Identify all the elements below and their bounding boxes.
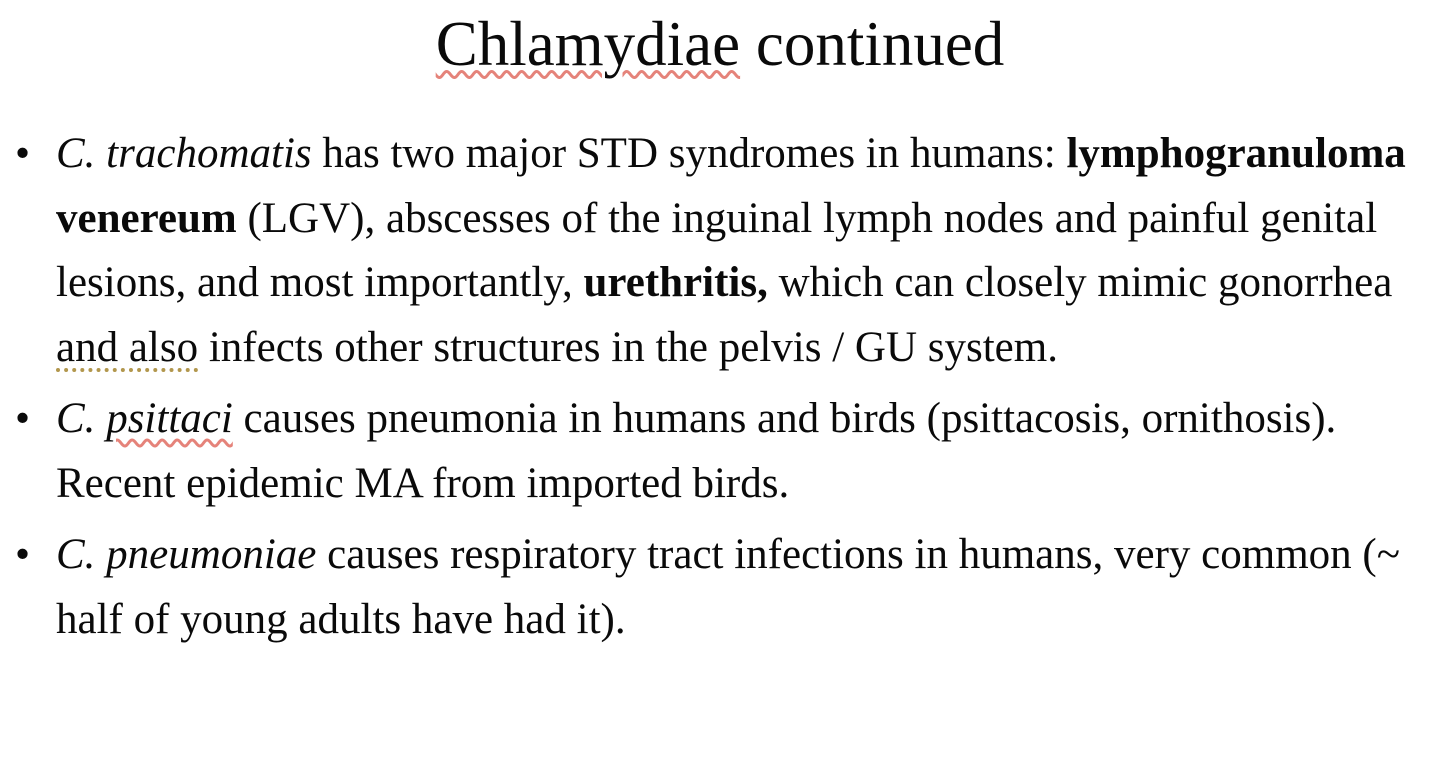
text-run-bold: lymphogranuloma venereum (56, 130, 1417, 242)
bullet-icon: • (15, 395, 31, 443)
bullet-icon: • (15, 531, 31, 579)
bullet-icon: • (15, 130, 31, 178)
bullet-list (0, 122, 1440, 652)
species-genus: C. (56, 395, 107, 443)
text-run: causes respiratory tract infections in humans, very common (~ half of young adults have had it). (56, 531, 1411, 643)
species-name: C. pneumoniae (56, 531, 317, 579)
text-run-bold: urethritis, (583, 259, 768, 307)
title-word-flagged: Chlamydiae (435, 9, 741, 79)
bullet-item-pneumoniae (0, 523, 1422, 652)
bullet-item-psittaci (0, 387, 1422, 516)
text-run: which can closely mimic gonorrhea (767, 259, 1404, 307)
text-run: causes pneumonia in humans and birds (psittacosis, ornithosis). Recent epidemic MA from imported birds. (56, 395, 1348, 507)
text-run: infects other structures in the pelvis / GU system. (198, 323, 1058, 371)
text-run: has two major STD syndromes in humans: (311, 130, 1067, 178)
species-name-flagged: psittaci (106, 395, 233, 443)
slide-title (0, 8, 1440, 80)
title-word-rest: continued (740, 9, 1005, 79)
species-name: C. trachomatis (56, 130, 312, 178)
text-run: (LGV), abscesses of the inguinal lymph nodes and painful genital lesions, and most importantly, (56, 194, 1388, 307)
bullet-item-trachomatis (0, 122, 1422, 380)
slide (0, 8, 1440, 757)
text-run-grammar-flagged: and also (56, 323, 199, 371)
